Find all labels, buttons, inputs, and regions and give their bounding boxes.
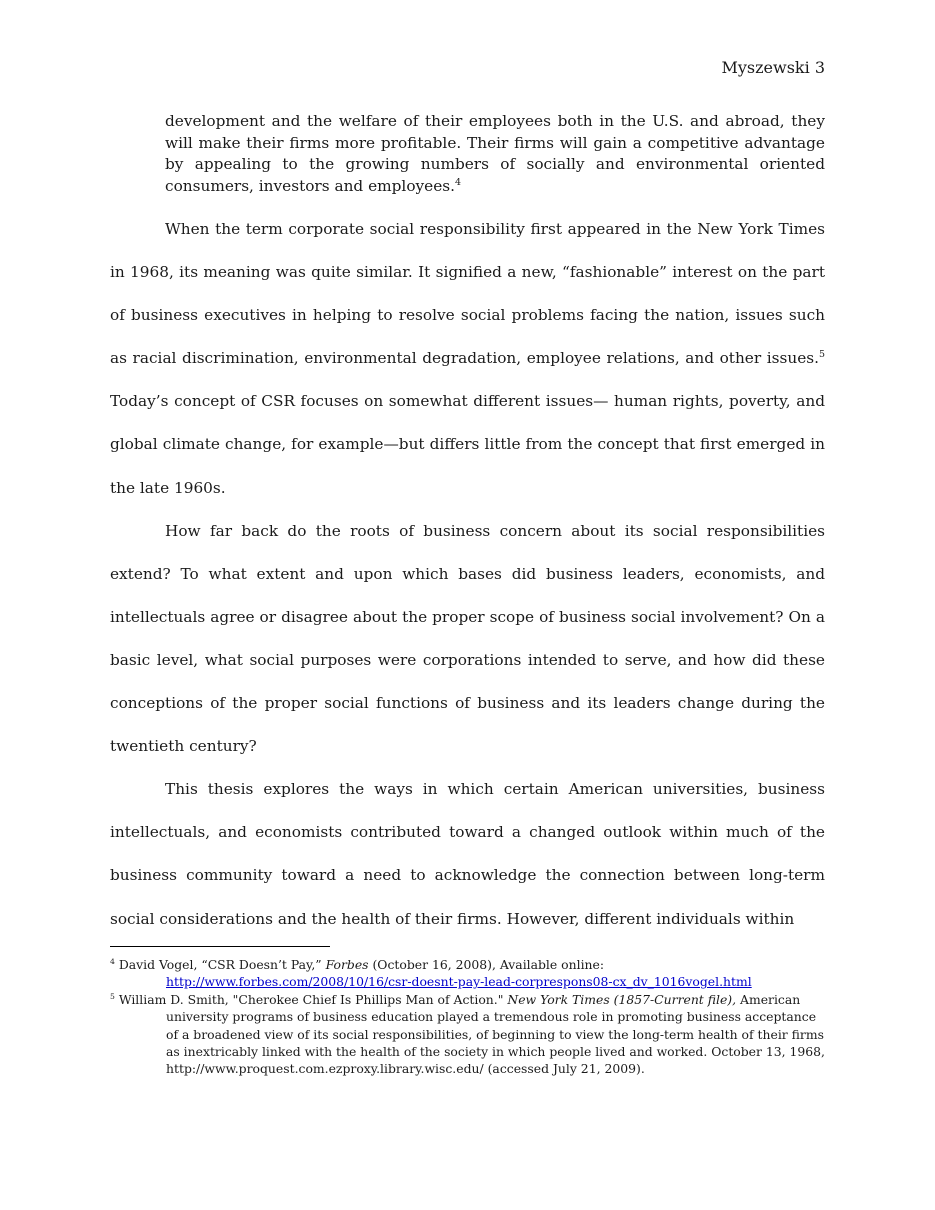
block-quote (165, 111, 825, 197)
footnote-text: (October 16, 2008), Available online: (368, 957, 605, 972)
block-quote-text: development and the welfare of their employees both in the U.S. and abroad, they will make their firms more profitable. Their firms will gain a competitive advantage by appealing to the growing numbers of socially and environmental oriented consumers, investors and employees. (165, 112, 825, 195)
footnote-number: 4 (110, 956, 115, 966)
footnotes (110, 956, 825, 1078)
footnote-text: William D. Smith, "Cherokee Chief Is Phillips Man of Action." (114, 991, 508, 1007)
footnote-text: American university programs of business education played a tremendous role in promoting business acceptance of a broadened view of its social responsibilities, of beginning to view the long-term health of their firms as inextricably linked with the health of the society in which people lived and worked. October 13, 1968, http://www.proquest.com.ezproxy.library.wisc.edu/ (accessed July 21, 2009). (166, 991, 825, 1077)
footnote-number: 5 (110, 991, 115, 1001)
footnote-text: David Vogel, “CSR Doesn’t Pay,” (114, 957, 326, 972)
paragraph-text: How far back do the roots of business concern about its social responsibilities extend? To what extent and upon which bases did business leaders, economists, and intellectuals agree or disagree about the proper scope of business social involvement? On a basic level, what social purposes were corporations intended to serve, and how did these conceptions of the proper social functions of business and its leaders change during the twentieth century? (110, 521, 825, 756)
footnote-4 (110, 956, 825, 991)
footnote-ref-4[interactable]: 4 (454, 176, 462, 188)
paragraph-research-questions (110, 510, 825, 769)
footnote-source-title: Forbes (325, 957, 369, 972)
running-head: Myszewski 3 (721, 58, 825, 77)
paragraph-thesis-statement (110, 768, 825, 940)
paragraph-text: When the term corporate social responsibility first appeared in the New York Times in 1968, its meaning was quite similar. It signified a new, “fashionable” interest on the part of business executives in helping to resolve social problems facing the nation, issues such as racial discrimination, environmental degradation, employee relations, and other issues. (110, 220, 825, 368)
paragraph-text: This thesis explores the ways in which certain American universities, business intellectuals, and economists contributed toward a changed outlook within much of the business community toward a need to acknowledge the connection between long-term social considerations and the health of their firms. However, different individuals within (110, 780, 825, 928)
footnote-5 (110, 991, 825, 1078)
footnote-source-title: New York Times (1857-Current file), (507, 991, 737, 1007)
footnote-divider (110, 946, 330, 947)
body-text (110, 208, 825, 941)
footnote-link[interactable]: http://www.forbes.com/2008/10/16/csr-doesnt-pay-lead-corprespons08-cx_dv_1016vogel.html (166, 974, 752, 990)
paragraph-text: Today’s concept of CSR focuses on somewhat different issues— human rights, poverty, and global climate change, for example—but differs little from the concept that first emerged in the late 1960s. (110, 392, 825, 497)
footnote-ref-5[interactable]: 5 (818, 349, 825, 361)
paragraph-csr-history (110, 208, 825, 510)
